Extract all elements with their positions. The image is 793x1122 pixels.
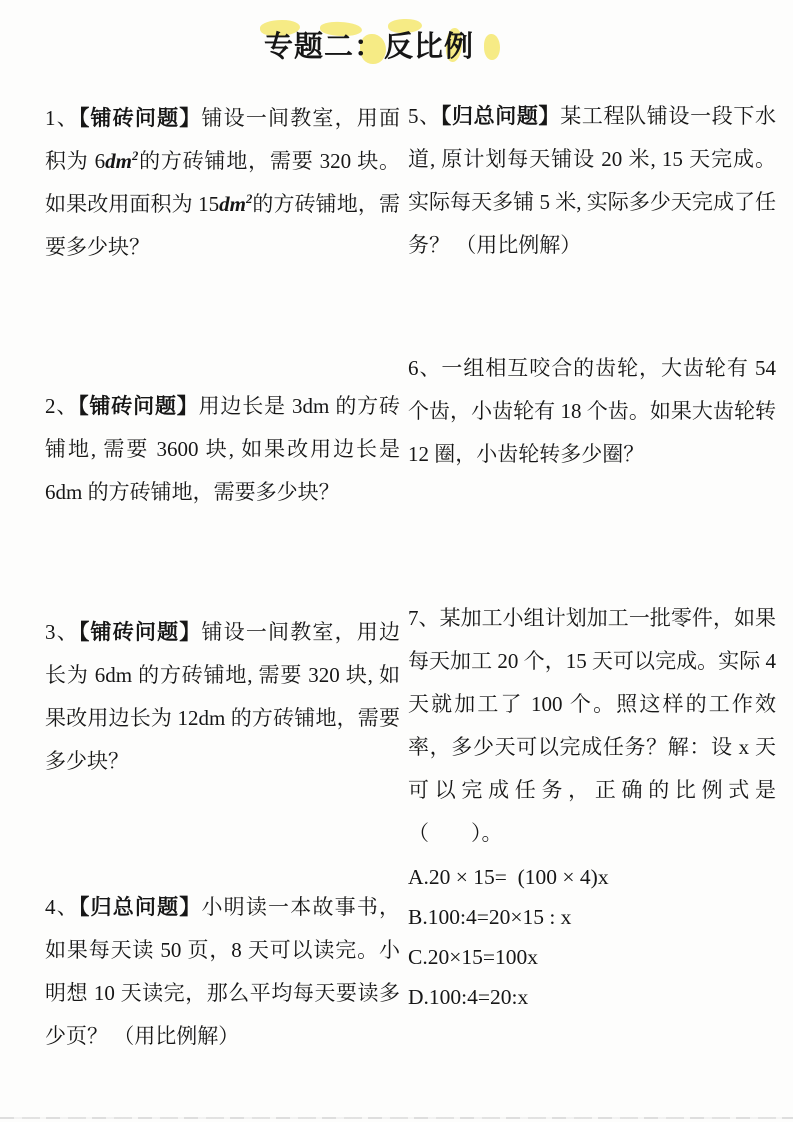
problem-1-tag: 【铺砖问题】 (78, 106, 202, 130)
page-title (264, 24, 474, 65)
problem-6-number: 6、 (408, 356, 442, 380)
problem-4-body: 小明读一本故事书，如果每天读 50 页，8 天可以读完。小明想 10 天读完，那么平均每天要读多少页？ （用比例解） (45, 895, 400, 1048)
option-d: D.100:4=20:x (408, 985, 529, 1009)
problem-7 (408, 597, 776, 1017)
highlight-mark (484, 34, 500, 60)
problem-7-number: 7、 (408, 606, 440, 630)
page-title-text: 专题二：反比例 (264, 31, 475, 63)
problem-5-text (408, 95, 776, 267)
problem-7-options (408, 857, 776, 1017)
problem-3-number: 3、 (45, 620, 79, 644)
problem-3-text (45, 611, 400, 783)
problem-6-body: 一组相互咬合的齿轮，大齿轮有 54 个齿，小齿轮有 18 个齿。如果大齿轮转 12 圈，小齿轮转多少圈？ (408, 356, 777, 466)
problem-1-number: 1、 (45, 106, 79, 130)
problem-1-segment: 的方砖铺地，需要 320 块。如果改用面积为 15 (45, 149, 400, 216)
option-b: B.100:4=20×15 : x (408, 905, 572, 929)
problem-7-body: 某加工小组计划加工一批零件，如果每天加工 20 个，15 天可以完成。实际 4 天就加工了 100 个。照这样的工作效率，多少天可以完成任务？解：设 x 天可以完成任务，正确的比例式是（ ）。 (408, 606, 777, 845)
math-exponent: 2 (132, 149, 139, 163)
math-exponent: 2 (245, 192, 253, 206)
problem-6 (408, 347, 776, 476)
option-c: C.20×15=100x (408, 945, 538, 969)
problem-2-body: 用边长是 3dm 的方砖铺地, 需要 3600 块, 如果改用边长是 6dm 的方砖铺地，需要多少块？ (45, 394, 401, 504)
problem-2 (45, 385, 400, 514)
problem-3 (45, 611, 400, 783)
math-unit-dm: dm (105, 149, 133, 173)
problem-1-segment: 的方砖铺地，需要多少块？ (45, 192, 401, 259)
problem-4-text (45, 886, 400, 1058)
problem-4-number: 4、 (45, 895, 79, 919)
problem-1 (45, 97, 400, 269)
math-unit-dm: dm (219, 192, 246, 216)
problem-2-text (45, 385, 400, 514)
problem-1-segment: 铺设一间教室，用面积为 6 (45, 106, 400, 173)
page-bottom-scan-line (0, 1117, 793, 1119)
problem-5-body: 某工程队铺设一段下水道, 原计划每天铺设 20 米, 15 天完成。实际每天多铺 5 米, 实际多少天完成了任务？ （用比例解） (408, 104, 777, 257)
problem-1-text (45, 97, 400, 269)
problem-6-text (408, 347, 776, 476)
problem-2-number: 2、 (45, 394, 79, 418)
problem-3-body: 铺设一间教室，用边长为 6dm 的方砖铺地, 需要 320 块, 如果改用边长为 12dm 的方砖铺地，需要多少块？ (45, 620, 400, 773)
problem-5-number: 5、 (408, 104, 441, 128)
problem-4-tag: 【归总问题】 (78, 895, 202, 919)
problem-3-tag: 【铺砖问题】 (78, 620, 202, 644)
problem-5-tag: 【归总问题】 (440, 104, 561, 128)
problem-5 (408, 95, 776, 267)
problem-7-text (408, 597, 776, 855)
option-a: A.20 × 15= (100 × 4)x (408, 865, 609, 889)
problem-4 (45, 886, 400, 1058)
problem-2-tag: 【铺砖问题】 (78, 394, 199, 418)
